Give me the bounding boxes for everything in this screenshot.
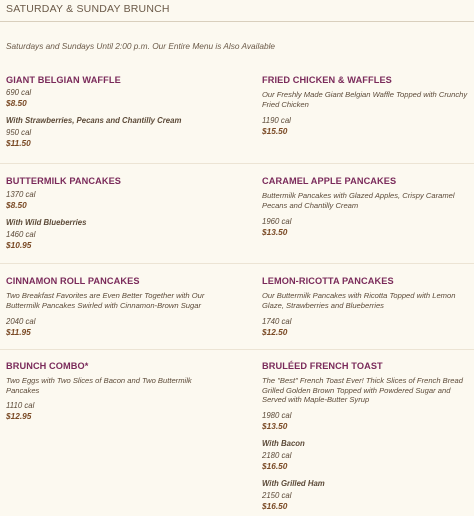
- item-calories: 690 cal: [6, 88, 32, 97]
- item-price: $13.50: [262, 420, 288, 431]
- item-price: $15.50: [262, 126, 288, 136]
- menu-item-fried-chicken-waffles[interactable]: [262, 75, 472, 136]
- menu-item-brunch-combo[interactable]: [6, 361, 221, 421]
- variant-price: $16.50: [262, 460, 288, 471]
- item-calories: 1740 cal: [262, 317, 292, 326]
- variant-name: With Wild Blueberries: [6, 218, 87, 227]
- item-price: $13.50: [262, 227, 288, 237]
- row-divider: [0, 163, 474, 164]
- section-intro: Saturdays and Sundays Until 2:00 p.m. Our Entire Menu is Also Available: [6, 41, 276, 51]
- variant-calories: 950 cal: [6, 128, 32, 137]
- item-calories: 1980 cal: [262, 410, 292, 420]
- item-calories: 1960 cal: [262, 217, 292, 226]
- item-name: BRULÉED FRENCH TOAST: [262, 361, 383, 371]
- item-price: $11.95: [6, 327, 31, 337]
- section-header: [0, 0, 474, 22]
- menu-item-caramel-apple-pancakes[interactable]: [262, 176, 472, 237]
- section-title: SATURDAY & SUNDAY BRUNCH: [6, 3, 170, 15]
- variant-price: $11.50: [6, 138, 31, 148]
- item-name: FRIED CHICKEN & WAFFLES: [262, 75, 392, 85]
- item-description: Two Breakfast Favorites are Even Better Together with Our Buttermilk Pancakes Swirled with Cinnamon-Brown Sugar: [6, 291, 205, 310]
- menu-item-lemon-ricotta-pancakes[interactable]: [262, 276, 472, 337]
- variant-calories: 2180 cal: [262, 450, 292, 460]
- item-name: CINNAMON ROLL PANCAKES: [6, 276, 140, 286]
- menu-item-giant-belgian-waffle[interactable]: [6, 75, 221, 148]
- item-name: LEMON-RICOTTA PANCAKES: [262, 276, 394, 286]
- item-calories: 1190 cal: [262, 116, 291, 125]
- item-price: $12.95: [6, 411, 32, 421]
- menu-item-buttermilk-pancakes[interactable]: [6, 176, 221, 250]
- variant-name: With Bacon: [262, 438, 305, 448]
- item-price: $8.50: [6, 98, 27, 108]
- item-description: Our Freshly Made Giant Belgian Waffle Topped with Crunchy Fried Chicken: [262, 90, 468, 109]
- item-calories: 1370 cal: [6, 190, 36, 199]
- item-description: The "Best" French Toast Ever! Thick Slices of French Bread Grilled Golden Brown Topped with Powdered Sugar and Served with Maple-Butter Syrup: [262, 376, 463, 404]
- item-description: Two Eggs with Two Slices of Bacon and Two Buttermilk Pancakes: [6, 376, 192, 395]
- item-price: $12.50: [262, 327, 288, 337]
- item-description: Our Buttermilk Pancakes with Ricotta Topped with Lemon Glaze, Strawberries and Blueberries: [262, 291, 456, 310]
- item-description: Buttermilk Pancakes with Glazed Apples, Crispy Caramel Pecans and Chantilly Cream: [262, 191, 455, 210]
- item-name: GIANT BELGIAN WAFFLE: [6, 75, 121, 85]
- variant-name: With Grilled Ham: [262, 478, 325, 488]
- menu-item-bruleed-french-toast[interactable]: [262, 361, 472, 511]
- item-price: $8.50: [6, 200, 27, 210]
- item-name: BRUNCH COMBO*: [6, 361, 89, 371]
- row-divider: [0, 349, 474, 350]
- row-divider: [0, 263, 474, 264]
- variant-name: With Strawberries, Pecans and Chantilly Cream: [6, 116, 182, 125]
- item-calories: 2040 cal: [6, 317, 36, 326]
- variant-calories: 1460 cal: [6, 230, 36, 239]
- variant-calories: 2150 cal: [262, 490, 292, 500]
- variant-price: $16.50: [262, 500, 288, 511]
- item-name: CARAMEL APPLE PANCAKES: [262, 176, 397, 186]
- item-calories: 1110 cal: [6, 401, 35, 410]
- variant-price: $10.95: [6, 240, 32, 250]
- menu-item-cinnamon-roll-pancakes[interactable]: [6, 276, 221, 337]
- item-name: BUTTERMILK PANCAKES: [6, 176, 122, 186]
